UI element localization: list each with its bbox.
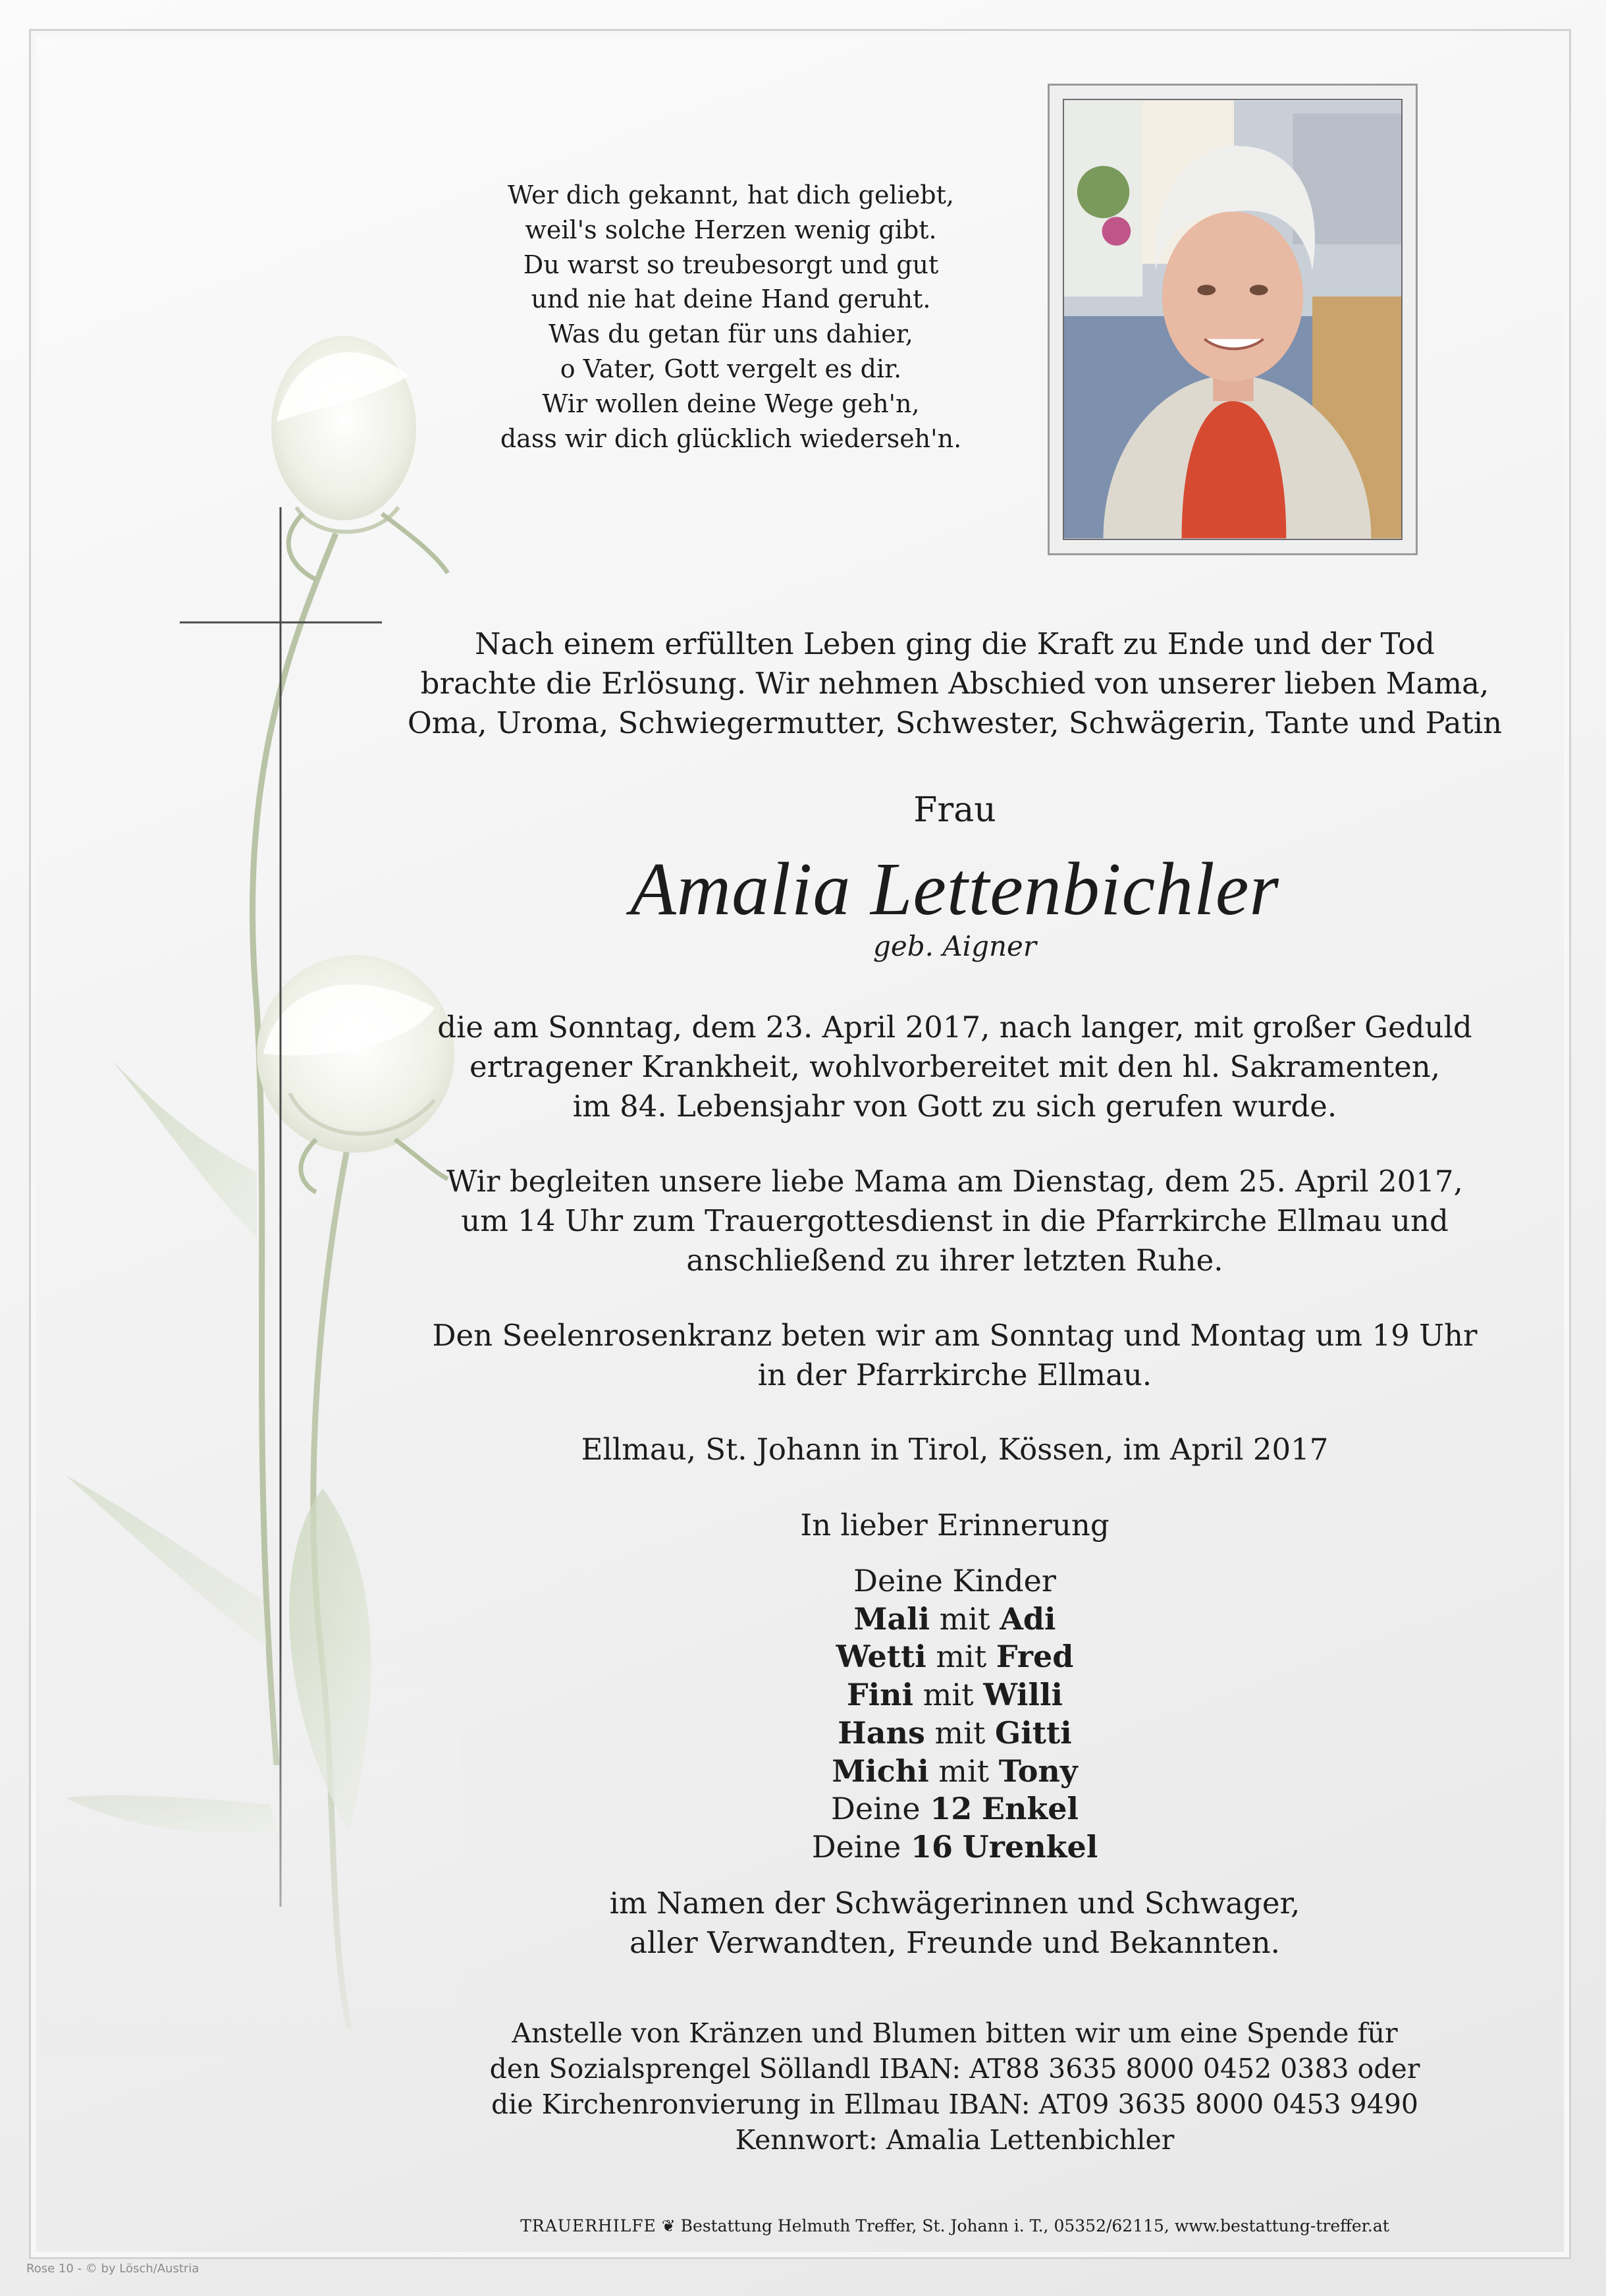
poem-line: dass wir dich glücklich wiederseh'n. bbox=[500, 424, 962, 453]
death-line: ertragener Krankheit, wohlvorbereitet mit den hl. Sakramenten, bbox=[469, 1049, 1441, 1084]
child-name: Mali bbox=[853, 1600, 930, 1637]
footer bbox=[395, 2215, 1514, 2237]
poem-line: Wir wollen deine Wege geh'n, bbox=[542, 389, 920, 418]
donation-line: den Sozialsprengel Söllandl IBAN: AT88 3635 8000 0452 0383 oder bbox=[489, 2053, 1420, 2085]
rose-logo-icon: ❦ bbox=[661, 2216, 676, 2235]
child-name: Wetti bbox=[836, 1639, 926, 1675]
relatives-text bbox=[395, 1884, 1514, 1963]
deceased-name: Amalia Lettenbichler bbox=[630, 847, 1279, 931]
birth-name: geb. Aigner bbox=[873, 930, 1036, 962]
children-heading: Deine Kinder bbox=[853, 1563, 1056, 1599]
funeral-line: um 14 Uhr zum Trauergottesdienst in die Pfarrkirche Ellmau und bbox=[461, 1203, 1449, 1238]
poem-line: Was du getan für uns dahier, bbox=[549, 319, 913, 349]
prefix: Deine bbox=[830, 1791, 921, 1827]
place-date: Ellmau, St. Johann in Tirol, Kössen, im April 2017 bbox=[581, 1432, 1329, 1467]
funeral-line: Wir begleiten unsere liebe Mama am Dienstag, dem 25. April 2017, bbox=[446, 1164, 1463, 1199]
connector: mit bbox=[939, 1600, 990, 1637]
funeral-line: anschließend zu ihrer letzten Ruhe. bbox=[686, 1242, 1223, 1278]
poem-line: und nie hat deine Hand geruht. bbox=[531, 285, 931, 314]
label: Enkel bbox=[981, 1791, 1079, 1827]
poem bbox=[461, 178, 1001, 456]
partner-name: Willi bbox=[983, 1677, 1063, 1713]
connector: mit bbox=[938, 1753, 990, 1789]
intro-line: brachte die Erlösung. Wir nehmen Abschied von unserer lieben Mama, bbox=[420, 665, 1489, 701]
connector: mit bbox=[923, 1677, 974, 1713]
memory-line: In lieber Erinnerung bbox=[800, 1508, 1110, 1543]
donation-line: Kennwort: Amalia Lettenbichler bbox=[735, 2124, 1175, 2156]
count: 12 bbox=[930, 1791, 973, 1827]
mourner-couple bbox=[395, 1714, 1514, 1753]
prefix: Deine bbox=[811, 1829, 901, 1865]
poem-line: weil's solche Herzen wenig gibt. bbox=[525, 215, 937, 244]
footer-brand: TRAUERHILFE bbox=[520, 2216, 656, 2235]
donation-line: die Kirchenronvierung in Ellmau IBAN: AT09 3635 8000 0453 9490 bbox=[491, 2089, 1418, 2121]
grandchildren-line bbox=[395, 1790, 1514, 1828]
mourners-list bbox=[395, 1562, 1514, 1867]
count: 16 bbox=[910, 1829, 953, 1865]
mourner-couple bbox=[395, 1676, 1514, 1714]
intro-line: Oma, Uroma, Schwiegermutter, Schwester, Schwägerin, Tante und Patin bbox=[407, 705, 1503, 740]
child-name: Michi bbox=[832, 1753, 929, 1789]
funeral-text bbox=[395, 1162, 1514, 1280]
leaf bbox=[66, 1475, 267, 1647]
poem-line: o Vater, Gott vergelt es dir. bbox=[560, 354, 902, 384]
leaf bbox=[112, 1060, 257, 1238]
portrait-frame bbox=[1048, 84, 1418, 555]
copyright-note: Rose 10 - © by Lösch/Austria bbox=[26, 2262, 200, 2276]
mourner-couple bbox=[395, 1638, 1514, 1676]
donation-line: Anstelle von Kränzen und Blumen bitten wir um eine Spende für bbox=[512, 2017, 1398, 2049]
death-line: im 84. Lebensjahr von Gott zu sich gerufen wurde. bbox=[572, 1088, 1337, 1124]
great-grandchildren-line bbox=[395, 1828, 1514, 1867]
connector: mit bbox=[936, 1639, 987, 1675]
rose-upper bbox=[271, 336, 448, 580]
label: Urenkel bbox=[962, 1829, 1098, 1865]
rosary-line: Den Seelenrosenkranz beten wir am Sonntag und Montag um 19 Uhr bbox=[432, 1318, 1478, 1353]
partner-name: Tony bbox=[998, 1753, 1078, 1789]
rosary-text bbox=[395, 1316, 1514, 1395]
poem-line: Du warst so treubesorgt und gut bbox=[523, 250, 939, 279]
mourner-couple bbox=[395, 1600, 1514, 1639]
death-line: die am Sonntag, dem 23. April 2017, nach langer, mit großer Geduld bbox=[437, 1010, 1472, 1045]
relatives-line: aller Verwandten, Freunde und Bekannten. bbox=[629, 1925, 1280, 1960]
relatives-line: im Namen der Schwägerinnen und Schwager, bbox=[609, 1886, 1300, 1921]
mourner-couple bbox=[395, 1753, 1514, 1791]
connector: mit bbox=[934, 1714, 986, 1751]
partner-name: Fred bbox=[996, 1639, 1074, 1675]
partner-name: Adi bbox=[1000, 1600, 1056, 1637]
poem-line: Wer dich gekannt, hat dich geliebt, bbox=[508, 180, 954, 209]
salutation: Frau bbox=[913, 790, 996, 830]
partner-name: Gitti bbox=[994, 1714, 1072, 1751]
donation-text bbox=[395, 2015, 1514, 2158]
child-name: Fini bbox=[847, 1677, 914, 1713]
rosary-line: in der Pfarrkirche Ellmau. bbox=[757, 1357, 1152, 1392]
intro-line: Nach einem erfüllten Leben ging die Kraft zu Ende und der Tod bbox=[475, 626, 1435, 661]
death-notice-text bbox=[395, 1008, 1514, 1126]
child-name: Hans bbox=[838, 1714, 925, 1751]
portrait-photo bbox=[1063, 99, 1403, 540]
intro-text bbox=[395, 624, 1514, 743]
footer-details: Bestattung Helmuth Treffer, St. Johann i. T., 05352/62115, www.bestattung-treffer.at bbox=[680, 2216, 1389, 2235]
